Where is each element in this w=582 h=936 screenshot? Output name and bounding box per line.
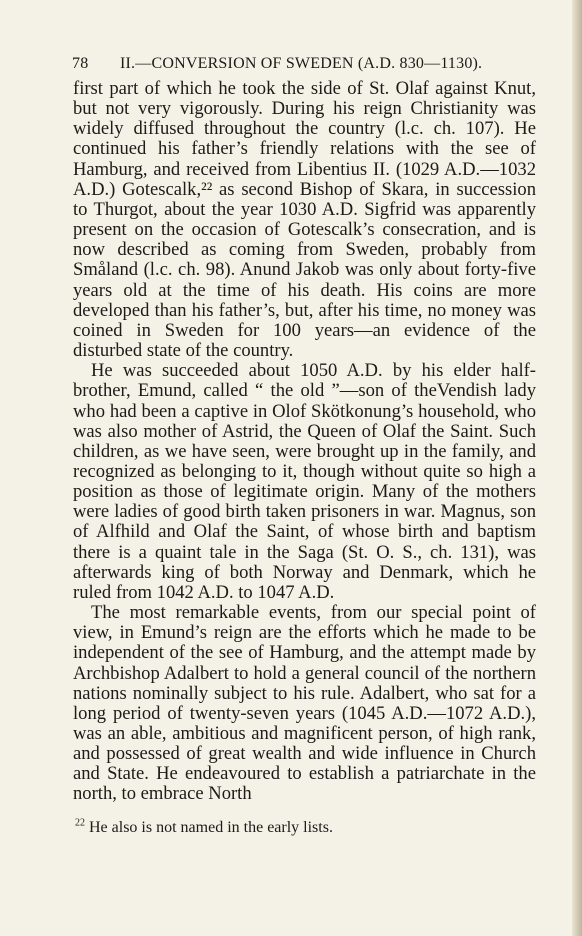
body-text: [73, 79, 536, 805]
page-number: 78: [72, 55, 89, 72]
paragraph-3: The most remarkable events, from our special point of view, in Emund’s reign are the efforts which he made to be independent of the see of Hamburg, and the attempt made by Archbishop Adalbert to hold a general council of the northern nations nominally subject to his rule. Adalbert, who sat for a long period of twenty-seven years (1045 A.D.—1072 A.D.), was an able, ambitious and magnificent person, of high rank, and possessed of great wealth and wide influence in Church and State. He endeavoured to establish a patriarchate in the north, to embrace North: [73, 602, 536, 805]
running-title: II.—CONVERSION OF SWEDEN (A.D. 830—1130).: [120, 55, 483, 72]
footnote: [75, 818, 535, 838]
page-edge: [572, 0, 582, 936]
footnote-text: He also is not named in the early lists.: [89, 819, 333, 836]
paragraph-2: He was succeeded about 1050 A.D. by his elder half-brother, Emund, called “ the old ”—son of theVendish lady who had been a captive in Olof Skötkonung’s household, who was also mother of Astrid, the Queen of Olaf the Saint. Such children, as we have seen, were brought up in the family, and recognized as belonging to it, though without quite so high a position as those of legitimate origin. Many of the mothers were ladies of good birth taken prisoners in war. Magnus, son of Alfhild and Olaf the Saint, of whose birth and baptism there is a quaint tale in the Saga (St. O. S., ch. 131), was afterwards king of both Norway and Denmark, which he ruled from 1042 A.D. to 1047 A.D.: [73, 360, 536, 603]
footnote-marker: 22: [75, 817, 85, 829]
paragraph-1: first part of which he took the side of St. Olaf against Knut, but not very vigorously. During his reign Christianity was widely diffused throughout the country (l.c. ch. 107). He continued his father’s friendly relations with the see of Hamburg, and received from Libentius II. (1029 A.D.—1032 A.D.) Gotescalk,²² as second Bishop of Skara, in succession to Thurgot, about the year 1030 A.D. Sigfrid was apparently present on the occasion of Gotescalk’s consecration, and is now described as coming from Sweden, probably from Småland (l.c. ch. 98). Anund Jakob was only about forty-five years old at the time of his death. His coins are more developed than his father’s, but, after his time, no money was coined in Sweden for 100 years—an evidence of the disturbed state of the country.: [73, 78, 536, 362]
